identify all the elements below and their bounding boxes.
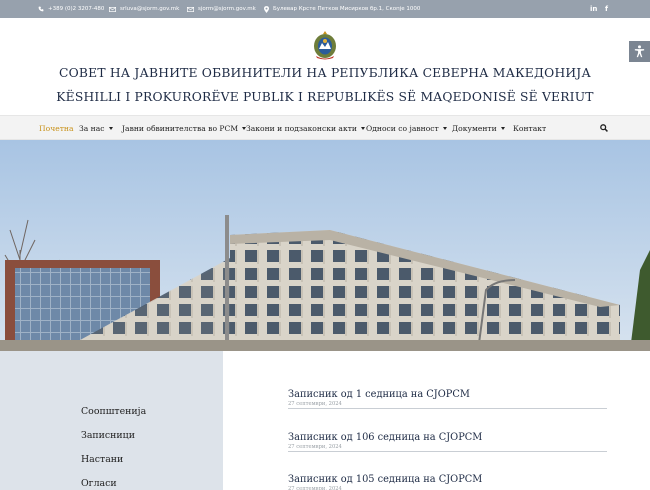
nav-item-home[interactable] xyxy=(39,116,74,140)
facebook-icon: f xyxy=(605,5,609,13)
list-item[interactable] xyxy=(288,389,607,409)
sidebar xyxy=(0,351,223,490)
facebook-link[interactable] xyxy=(605,0,608,18)
top-bar xyxy=(0,0,650,18)
nav-item-about[interactable] xyxy=(79,116,113,140)
chevron-down-icon xyxy=(361,127,365,130)
posts-list xyxy=(223,351,650,490)
address-contact xyxy=(264,0,420,18)
nav-item-label: Закони и подзаконски акти xyxy=(246,123,357,133)
hero-building-image xyxy=(0,140,650,351)
post-date: 27 септември, 2024 xyxy=(288,444,342,450)
site-header xyxy=(0,18,650,115)
site-title-albanian: KËSHILLI I PROKURORËVE PUBLIK I REPUBLIKËS SË MAQEDONISË SË VERIUT xyxy=(56,90,594,104)
nav-item-label: Почетна xyxy=(39,123,74,133)
email-text-2: sjorm@sjorm.gov.mk xyxy=(198,6,256,12)
linkedin-icon: in xyxy=(590,5,598,13)
nav-item-label: Јавни обвинителства во РСМ xyxy=(122,123,239,133)
post-title[interactable]: Записник од 1 седница на СЈОРСМ xyxy=(288,389,470,400)
mail-icon xyxy=(109,7,116,12)
sidebar-link-minutes[interactable]: Записници xyxy=(81,430,135,441)
post-date: 27 септември, 2024 xyxy=(288,486,342,490)
email-text-1: srluva@sjorm.gov.mk xyxy=(120,6,180,12)
email-contact-2[interactable] xyxy=(187,0,256,18)
sidebar-link-vacancies[interactable]: Огласи xyxy=(81,478,117,489)
linkedin-link[interactable] xyxy=(590,0,597,18)
post-date: 27 септември, 2024 xyxy=(288,401,342,407)
main-navigation xyxy=(0,115,650,140)
search-icon[interactable] xyxy=(600,124,608,132)
state-emblem-logo[interactable] xyxy=(312,30,338,60)
nav-item-contact[interactable] xyxy=(513,116,546,140)
chevron-down-icon xyxy=(109,127,113,130)
nav-item-laws[interactable] xyxy=(246,116,365,140)
nav-item-label: Документи xyxy=(452,123,497,133)
accessibility-button[interactable] xyxy=(629,41,650,62)
nav-item-prosecutor-offices[interactable] xyxy=(122,116,246,140)
chevron-down-icon xyxy=(443,127,447,130)
accessibility-icon xyxy=(633,45,646,58)
nav-item-documents[interactable] xyxy=(452,116,505,140)
sidebar-link-events[interactable]: Настани xyxy=(81,454,124,465)
phone-icon xyxy=(38,6,44,12)
map-pin-icon xyxy=(264,6,269,13)
sidebar-link-announcements[interactable]: Соопштенија xyxy=(81,406,147,417)
nav-item-public-relations[interactable] xyxy=(366,116,447,140)
phone-text: +389 (0)2 3207-480 xyxy=(48,6,105,12)
phone-contact[interactable] xyxy=(38,0,104,18)
address-text: Булевар Крсте Петков Мисирков бр.1, Скопје 1000 xyxy=(273,6,421,12)
post-title[interactable]: Записник од 106 седница на СЈОРСМ xyxy=(288,432,483,443)
nav-item-label: Односи со јавност xyxy=(366,123,439,133)
nav-item-label: Контакт xyxy=(513,123,547,133)
site-title-macedonian: СОВЕТ НА ЈАВНИТЕ ОБВИНИТЕЛИ НА РЕПУБЛИКА СЕВЕРНА МАКЕДОНИЈА xyxy=(59,66,591,80)
nav-item-label: За нас xyxy=(79,123,105,133)
list-item[interactable] xyxy=(288,432,607,452)
email-contact-1[interactable] xyxy=(109,0,179,18)
list-item[interactable] xyxy=(288,474,607,490)
post-title[interactable]: Записник од 105 седница на СЈОРСМ xyxy=(288,474,483,485)
chevron-down-icon xyxy=(501,127,505,130)
mail-icon xyxy=(187,7,194,12)
